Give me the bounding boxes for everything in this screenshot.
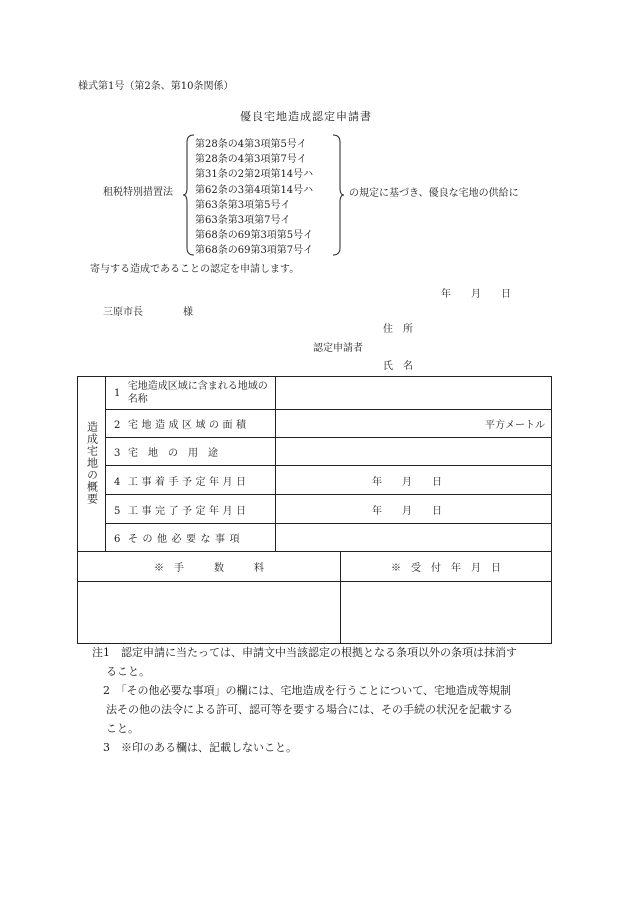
row-number: 6 [114, 534, 121, 545]
row-number: 3 [114, 448, 121, 459]
row-value-cell[interactable] [276, 524, 552, 552]
note-2-cont: 法その他の法令による許可、認可等を要する場合には、その手続の状況を記載する [106, 703, 513, 716]
name-label: 氏 名 [383, 361, 413, 372]
clause-item: 第68条の69第3項第5号イ [195, 230, 314, 242]
table-row [78, 495, 552, 524]
table-row [78, 466, 552, 495]
row-value-cell[interactable] [276, 377, 552, 410]
received-date-header: ※ 受 付 年 月 日 [341, 552, 552, 582]
row-value-cell[interactable] [276, 438, 552, 466]
row-label: 宅 地 の 用 途 [128, 448, 218, 459]
fee-cell[interactable] [78, 582, 341, 644]
table-row [78, 524, 552, 552]
note-1: 注1 認定申請に当たっては、申請文中当該認定の根拠となる条項以外の条項は抹消す [92, 646, 517, 659]
clause-item: 第28条の4第3項第7号イ [195, 154, 307, 166]
row-label: 工事着手予定年月日 [128, 476, 250, 488]
row-label-cell [106, 377, 276, 410]
row-value-cell[interactable]: 平方メートル [276, 410, 552, 438]
section-label: 造成宅地の概要 [85, 420, 99, 505]
clause-item: 第63条第3項第5号イ [195, 199, 291, 211]
date-line: 年 月 日 [441, 289, 511, 300]
table-row [78, 377, 552, 410]
row-label: その他必要な事項 [128, 534, 244, 545]
received-date-cell[interactable] [341, 582, 552, 644]
row-label-cell [106, 438, 276, 466]
row-label-cell [106, 524, 276, 552]
tax-law-label: 租税特別措置法 [103, 187, 173, 198]
note-1-cont: ること。 [106, 665, 150, 678]
continuation-text: 寄与する造成であることの認定を申請します。 [90, 264, 300, 275]
row-label: 宅地造成区域に含まれる地域の名称 [127, 381, 268, 405]
address-label: 住 所 [383, 324, 413, 335]
clause-item: 第31条の2第2項第14号ハ [195, 169, 314, 181]
table-row [78, 552, 552, 582]
table-row [78, 582, 552, 644]
left-brace [183, 134, 195, 256]
row-label-cell [106, 466, 276, 495]
row-number: 5 [114, 505, 121, 517]
applicant-label: 認定申請者 [313, 343, 363, 354]
clause-item: 第63条第3項第7号イ [195, 215, 291, 227]
row-value-cell[interactable]: 年 月 日 [276, 495, 552, 524]
row-label: 宅地造成区域の面積 [128, 420, 250, 431]
row-label-cell [106, 410, 276, 438]
row-value-cell[interactable]: 年 月 日 [276, 466, 552, 495]
table-row [78, 410, 552, 438]
section-label-cell [78, 377, 106, 552]
table-row [78, 438, 552, 466]
clause-item: 第68条の69第3項第7号イ [195, 245, 314, 257]
clause-item: 第28条の4第3項第5号イ [195, 139, 307, 150]
row-number: 1 [114, 387, 121, 399]
right-brace [332, 134, 344, 256]
row-label: 工事完了予定年月日 [128, 505, 250, 517]
note-3: 3 ※印のある欄は、記載しないこと。 [103, 741, 297, 754]
clause-list [195, 137, 313, 259]
row-label-cell [106, 495, 276, 524]
summary-table [77, 376, 552, 644]
page-title: 優良宅地造成認定申請書 [240, 110, 372, 123]
clause-item: 第62条の3第4項第14号ハ [195, 184, 314, 196]
row-number: 2 [114, 420, 121, 431]
note-2-cont: こと。 [106, 722, 139, 735]
row-number: 4 [114, 476, 121, 488]
form-number: 様式第1号（第2条、第10条関係） [78, 81, 234, 92]
fee-header: ※ 手 数 料 [78, 552, 341, 582]
note-2: 2 「その他必要な事項」の欄には、宅地造成を行うことについて、宅地造成等規制 [103, 684, 512, 697]
addressee: 三原市長 様 [103, 307, 193, 318]
after-brace-text: の規定に基づき、優良な宅地の供給に [349, 188, 519, 199]
